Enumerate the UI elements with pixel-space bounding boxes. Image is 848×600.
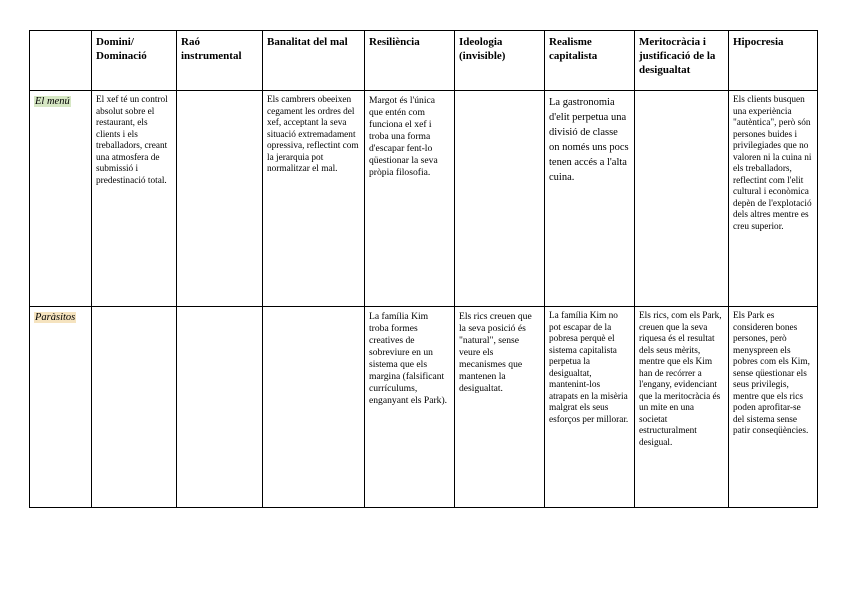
cell-menu-rao [177,91,263,307]
cell-parasitos-resiliencia: La família Kim troba formes creatives de sobreviure en un sistema que els margina (falsificant currículums, enganyant els Park). [365,307,455,508]
cell-parasitos-hipocresia: Els Park es consideren bones persones, però menyspreen els pobres com els Kim, sense qüestionar els seus privilegis, mentre que els rics poden aprofitar-se del sistema sense patir conseqüències. [729,307,818,508]
cell-menu-ideologia [455,91,545,307]
cell-parasitos-meritocracia: Els rics, com els Park, creuen que la seva riquesa és el resultat dels seus mèrits, mentre que els Kim han de recórrer a l'engany, evidenciant que la meritocràcia és un mite en una societat estructuralment desigual. [635,307,729,508]
table-row-parasitos [30,307,818,508]
cell-menu-realisme: La gastronomia d'elit perpetua una divisió de classe on només uns pocs tenen accés a l'alta cuina. [545,91,635,307]
cell-menu-domini: El xef té un control absolut sobre el restaurant, els clients i els treballadors, creant una atmosfera de submissió i predestinació total. [92,91,177,307]
cell-parasitos-banalitat [263,307,365,508]
header-row [30,31,818,91]
header-ideologia: Ideologia (invisible) [455,31,545,91]
cell-menu-hipocresia: Els clients busquen una experiència "autèntica", però són persones buides i privilegiades que no valoren ni la cuina ni els treballadors, reflectint com l'elit cultural i econòmica depèn de l'explotació dels altres mentre es creu superior. [729,91,818,307]
cell-menu-resiliencia: Margot és l'única que entén com funciona el xef i troba una forma d'escapar fent-lo qüestionar la seva pròpia filosofia. [365,91,455,307]
header-rao-instrumental: Raó instrumental [177,31,263,91]
header-meritocracia: Meritocràcia i justificació de la desigualtat [635,31,729,91]
cell-parasitos-domini [92,307,177,508]
header-banalitat: Banalitat del mal [263,31,365,91]
cell-menu-meritocracia [635,91,729,307]
header-cell-empty [30,31,92,91]
cell-parasitos-ideologia: Els rics creuen que la seva posició és "natural", sense veure els mecanismes que mantenen la desigualtat. [455,307,545,508]
comparison-table [29,30,818,508]
cell-parasitos-realisme: La família Kim no pot escapar de la pobresa perquè el sistema capitalista perpetua la desigualtat, mantenint-los atrapats en la misèria malgrat els seus esforços per millorar. [545,307,635,508]
row-label-el-menu: El menú [35,96,70,107]
cell-menu-banalitat: Els cambrers obeeixen cegament les ordres del xef, acceptant la seva situació extremadament opressiva, reflectint com la jerarquia pot normalitzar el mal. [263,91,365,307]
header-domini: Domini/ Dominació [92,31,177,91]
header-realisme: Realisme capitalista [545,31,635,91]
header-resiliencia: Resiliència [365,31,455,91]
row-label-cell [30,307,92,508]
header-hipocresia: Hipocresia [729,31,818,91]
cell-parasitos-rao [177,307,263,508]
row-label-parasitos: Paràsitos [35,312,76,323]
table-row-el-menu [30,91,818,307]
row-label-cell [30,91,92,307]
